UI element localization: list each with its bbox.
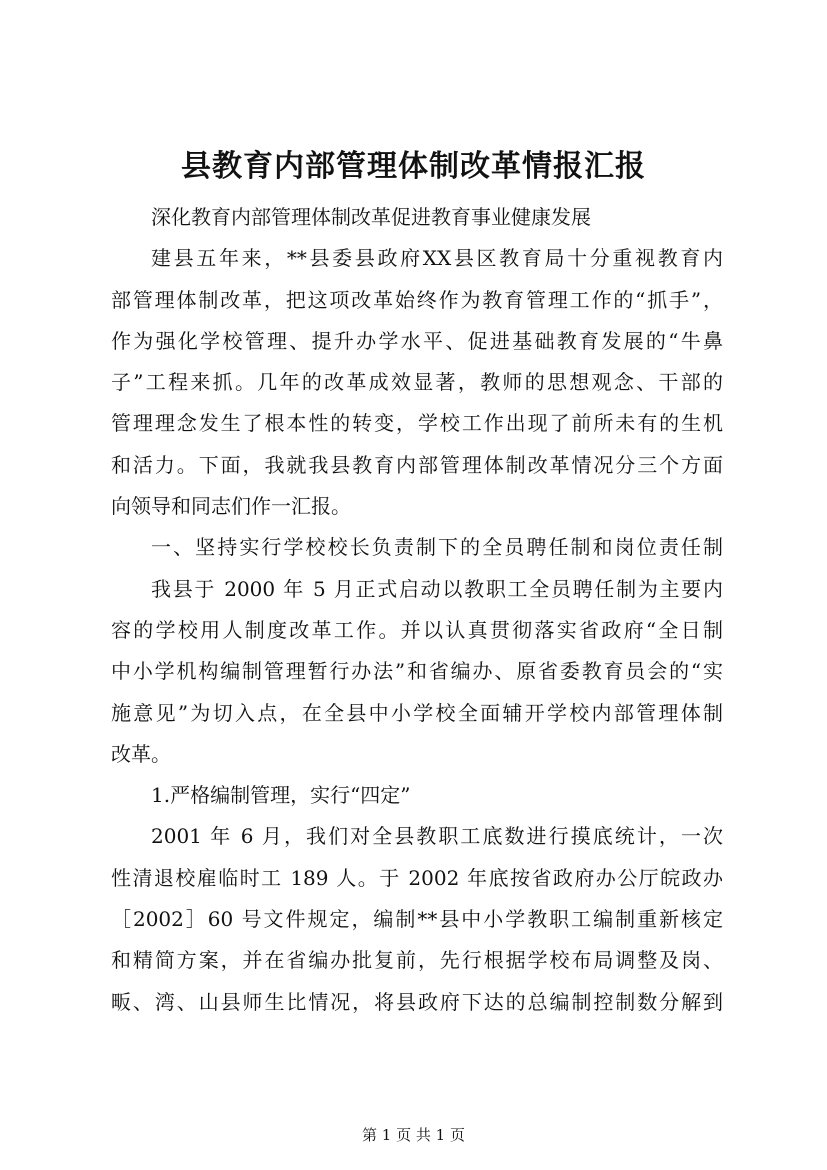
body-line: 容的学校用人制度改革工作。并以认真贯彻落实省政府“全日制 <box>111 617 723 642</box>
body-line: 管理理念发生了根本性的转变，学校工作出现了前所未有的生机 <box>111 411 723 436</box>
body-line: 深化教育内部管理体制改革促进教育事业健康发展 <box>151 205 591 229</box>
body-line: 建县五年来，**县委县政府XX县区教育局十分重视教育内 <box>151 246 723 271</box>
body-line: 1.严格编制管理，实行“四定” <box>151 783 411 808</box>
body-line: 我县于 2000 年 5 月正式启动以教职工全员聘任制为主要内 <box>151 576 723 601</box>
body-line: 向领导和同志们作一汇报。 <box>111 494 351 519</box>
body-line: 和精简方案，并在省编办批复前，先行根据学校布局调整及岗、 <box>111 948 723 973</box>
body-line: 2001 年 6 月，我们对全县教职工底数进行摸底统计，一次 <box>151 824 723 849</box>
body-line: 畈、湾、山县师生比情况，将县政府下达的总编制控制数分解到 <box>111 989 723 1014</box>
body-line: 作为强化学校管理、提升办学水平、促进基础教育发展的“牛鼻 <box>111 328 723 353</box>
body-line: 一、坚持实行学校校长负责制下的全员聘任制和岗位责任制 <box>151 535 723 560</box>
body-line: 性清退校雇临时工 189 人。于 2002 年底按省政府办公厅皖政办 <box>111 865 723 890</box>
body-line: 中小学机构编制管理暂行办法”和省编办、原省委教育员会的“实 <box>111 659 723 684</box>
body-line: 施意见”为切入点，在全县中小学校全面辅开学校内部管理体制 <box>111 700 723 725</box>
document-body <box>111 197 723 1023</box>
body-line: ［2002］60 号文件规定，编制**县中小学教职工编制重新核定 <box>111 907 723 932</box>
body-line: 改革。 <box>111 741 171 766</box>
body-line: 部管理体制改革，把这项改革始终作为教育管理工作的“抓手”， <box>111 287 723 312</box>
page-footer: 第 1 页 共 1 页 <box>362 1126 465 1144</box>
body-line: 和活力。下面，我就我县教育内部管理体制改革情况分三个方面 <box>111 452 723 477</box>
document-title: 县教育内部管理体制改革情报汇报 <box>181 149 646 184</box>
body-line: 子”工程来抓。几年的改革成效显著，教师的思想观念、干部的 <box>111 370 723 395</box>
